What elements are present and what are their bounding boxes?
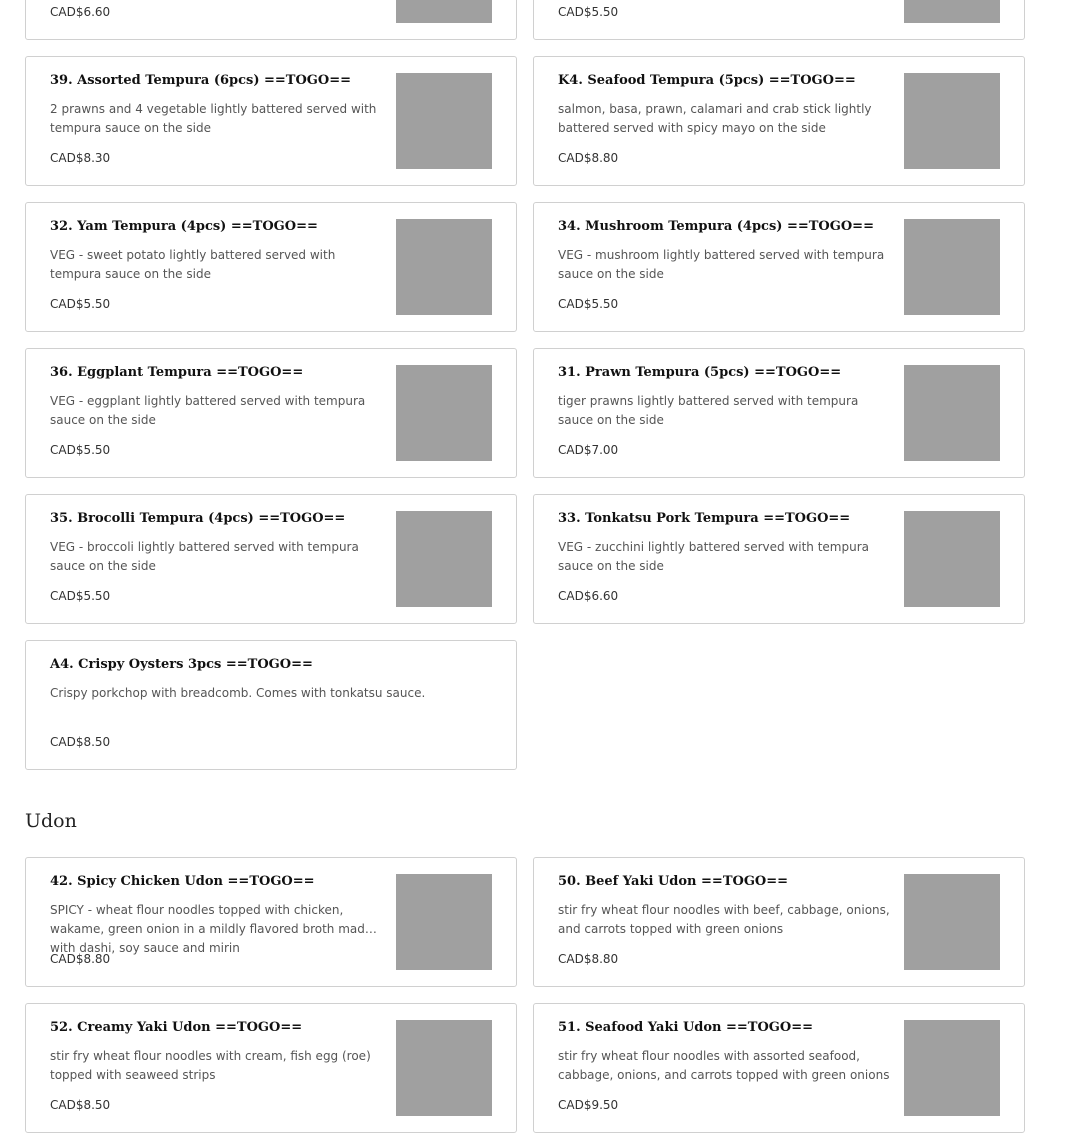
menu-item-price: CAD$8.50 (50, 735, 111, 749)
menu-item-image (396, 511, 492, 607)
menu-item-card[interactable] (25, 1003, 517, 1133)
menu-item-image (904, 874, 1000, 970)
menu-item-card[interactable] (25, 857, 517, 987)
menu-item-image (396, 0, 492, 23)
menu-item-price: CAD$6.60 (50, 5, 111, 19)
menu-grid-udon (25, 857, 1025, 1133)
menu-item-price: CAD$9.50 (558, 1098, 619, 1112)
menu-item-name: 42. Spicy Chicken Udon ==TOGO== (50, 874, 315, 889)
menu-item-image (396, 73, 492, 169)
menu-item-card[interactable] (25, 494, 517, 624)
menu-item-description: VEG - mushroom lightly battered served with tempura sauce on the side (558, 248, 885, 281)
menu-grid-tempura (25, 0, 1025, 770)
menu-item-name: 31. Prawn Tempura (5pcs) ==TOGO== (558, 365, 842, 380)
menu-item-price: CAD$6.60 (558, 589, 619, 603)
menu-item-name: 33. Tonkatsu Pork Tempura ==TOGO== (558, 511, 851, 526)
menu-item-image (396, 365, 492, 461)
menu-item-description: SPICY - wheat flour noodles topped with chicken, wakame, green onion in a mildly flavored broth made with dashi, soy sauce and mirin (50, 903, 373, 955)
menu-item-price: CAD$8.80 (558, 952, 619, 966)
menu-item-price: CAD$8.30 (50, 151, 111, 165)
menu-item-description: salmon, basa, prawn, calamari and crab stick lightly battered served with spicy mayo on the side (558, 102, 872, 135)
menu-item-card[interactable] (533, 348, 1025, 478)
menu-item-name: 34. Mushroom Tempura (4pcs) ==TOGO== (558, 219, 874, 234)
menu-item-description: stir fry wheat flour noodles with beef, cabbage, onions, and carrots topped with green onions (558, 903, 890, 936)
menu-item-name: A4. Crispy Oysters 3pcs ==TOGO== (50, 657, 313, 672)
menu-item-card[interactable] (533, 494, 1025, 624)
menu-item-description: stir fry wheat flour noodles with assorted seafood, cabbage, onions, and carrots topped with green onions (558, 1049, 890, 1082)
menu-item-description: Crispy porkchop with breadcomb. Comes with tonkatsu sauce. (50, 686, 426, 700)
menu-item-name: 52. Creamy Yaki Udon ==TOGO== (50, 1020, 303, 1035)
menu-item-name: 39. Assorted Tempura (6pcs) ==TOGO== (50, 73, 352, 88)
section-heading-udon: Udon (25, 810, 77, 832)
menu-item-name: K4. Seafood Tempura (5pcs) ==TOGO== (558, 73, 856, 88)
menu-item-image (904, 365, 1000, 461)
menu-item-price: CAD$7.00 (558, 443, 619, 457)
menu-item-price: CAD$8.50 (50, 1098, 111, 1112)
menu-item-card[interactable] (25, 202, 517, 332)
menu-item-name: 36. Eggplant Tempura ==TOGO== (50, 365, 304, 380)
menu-item-image (396, 1020, 492, 1116)
menu-item-description: VEG - broccoli lightly battered served with tempura sauce on the side (50, 540, 359, 573)
menu-item-description: VEG - sweet potato lightly battered served with tempura sauce on the side (50, 248, 336, 281)
menu-item-price: CAD$5.50 (50, 297, 111, 311)
menu-item-price: CAD$5.50 (50, 443, 111, 457)
menu-list (25, 0, 1025, 1133)
menu-item-card[interactable] (533, 0, 1025, 40)
menu-item-description: tiger prawns lightly battered served with tempura sauce on the side (558, 394, 859, 427)
menu-item-name: 50. Beef Yaki Udon ==TOGO== (558, 874, 789, 889)
menu-item-image (904, 219, 1000, 315)
menu-item-price: CAD$8.80 (50, 952, 111, 966)
menu-item-image (904, 73, 1000, 169)
menu-item-card[interactable] (25, 56, 517, 186)
menu-item-price: CAD$5.50 (558, 5, 619, 19)
menu-item-card[interactable] (25, 348, 517, 478)
menu-item-description: stir fry wheat flour noodles with cream, fish egg (roe) topped with seaweed strips (50, 1049, 371, 1082)
menu-item-image (396, 219, 492, 315)
menu-item-price: CAD$5.50 (50, 589, 111, 603)
menu-item-card[interactable] (533, 857, 1025, 987)
menu-item-image (904, 1020, 1000, 1116)
menu-item-name: 35. Brocolli Tempura (4pcs) ==TOGO== (50, 511, 346, 526)
menu-item-description: 2 prawns and 4 vegetable lightly battered served with tempura sauce on the side (50, 102, 377, 135)
menu-item-card[interactable] (25, 0, 517, 40)
menu-item-description: VEG - eggplant lightly battered served with tempura sauce on the side (50, 394, 366, 427)
menu-item-price: CAD$5.50 (558, 297, 619, 311)
menu-item-card[interactable] (533, 1003, 1025, 1133)
menu-item-image (396, 874, 492, 970)
menu-item-image (904, 511, 1000, 607)
menu-item-description: VEG - zucchini lightly battered served with tempura sauce on the side (558, 540, 869, 573)
menu-item-name: 32. Yam Tempura (4pcs) ==TOGO== (50, 219, 318, 234)
menu-item-card[interactable] (533, 202, 1025, 332)
menu-item-card[interactable] (25, 640, 517, 770)
menu-item-card[interactable] (533, 56, 1025, 186)
menu-item-image (904, 0, 1000, 23)
menu-item-price: CAD$8.80 (558, 151, 619, 165)
menu-item-name: 51. Seafood Yaki Udon ==TOGO== (558, 1020, 814, 1035)
